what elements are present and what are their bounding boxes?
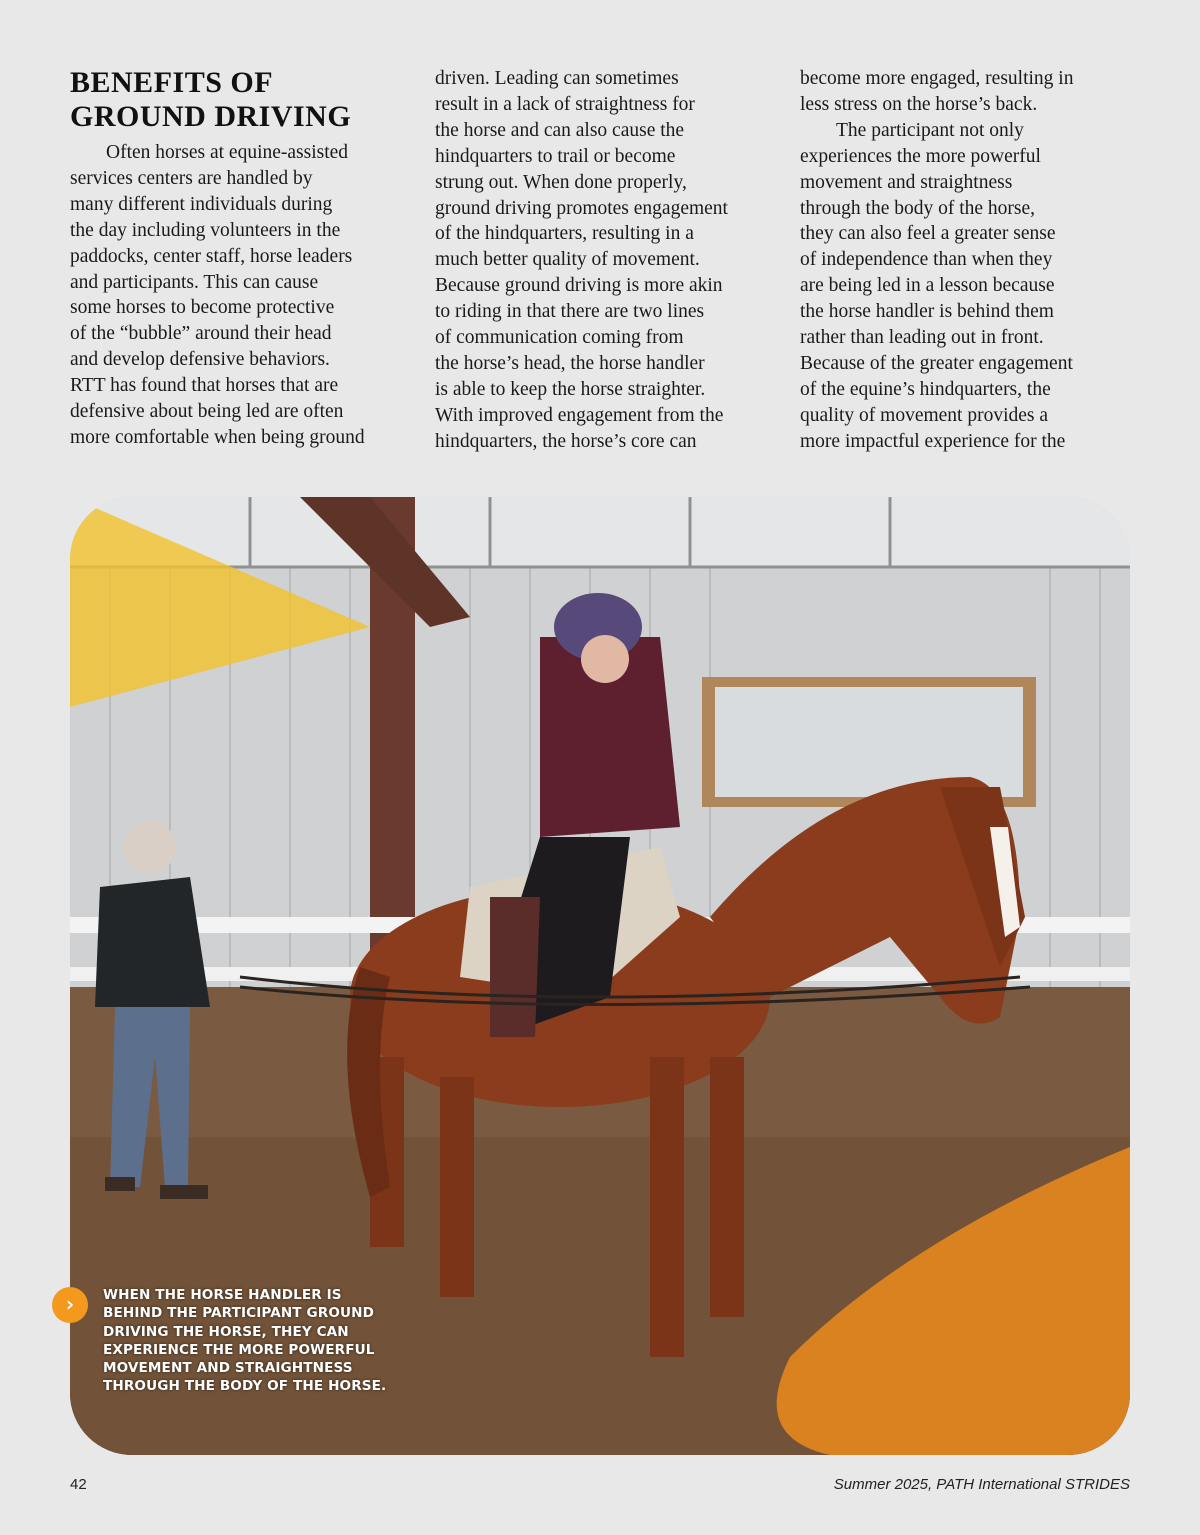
caption-line: THROUGH THE BODY OF THE HORSE. xyxy=(103,1378,387,1395)
text-line: many different individuals during xyxy=(70,193,333,215)
text-line: Often horses at equine-assisted xyxy=(106,142,349,163)
text-line: through the body of the horse, xyxy=(800,197,1036,219)
headline-line: BENEFITS OF xyxy=(70,66,274,99)
text-line: of the “bubble” around their head xyxy=(70,323,332,345)
text-line: of the hindquarters, resulting in a xyxy=(435,223,694,245)
text-line: driven. Leading can sometimes xyxy=(435,68,679,89)
text-line: more impactful experience for the xyxy=(800,430,1066,452)
photo-caption xyxy=(103,1286,433,1396)
paragraph-continued xyxy=(435,66,780,455)
text-line: hindquarters to trail or become xyxy=(435,145,676,167)
text-line: Because of the greater engagement xyxy=(800,352,1073,374)
text-line: of independence than when they xyxy=(800,249,1053,271)
paragraph-continued xyxy=(800,66,1145,118)
text-line: some horses to become protective xyxy=(70,297,335,319)
text-line: of communication coming from xyxy=(435,327,684,349)
upper-windows xyxy=(70,497,1130,567)
text-line: movement and straightness xyxy=(800,171,1013,193)
text-line: Because ground driving is more akin xyxy=(435,275,723,297)
article-headline xyxy=(70,66,415,134)
text-line: services centers are handled by xyxy=(70,167,313,189)
paragraph-participant xyxy=(800,118,1145,455)
text-line: RTT has found that horses that are xyxy=(70,375,339,397)
chevron-right-icon: › xyxy=(52,1287,88,1323)
article-column-3 xyxy=(800,66,1145,455)
caption-line: DRIVING THE HORSE, THEY CAN xyxy=(103,1323,349,1340)
text-line: paddocks, center staff, horse leaders xyxy=(70,245,353,267)
paragraph-intro xyxy=(70,140,415,451)
headline-line: GROUND DRIVING xyxy=(70,100,352,133)
text-line: The participant not only xyxy=(836,119,1024,141)
text-line: the day including volunteers in the xyxy=(70,219,341,241)
article-column-2 xyxy=(435,66,780,455)
caption-line: MOVEMENT AND STRAIGHTNESS xyxy=(103,1360,353,1377)
text-line: are being led in a lesson because xyxy=(800,275,1055,297)
text-line: is able to keep the horse straighter. xyxy=(435,378,706,400)
text-line: and develop defensive behaviors. xyxy=(70,349,330,371)
text-line: the horse handler is behind them xyxy=(800,301,1054,323)
caption-line: EXPERIENCE THE MORE POWERFUL xyxy=(103,1341,375,1358)
text-line: rather than leading out in front. xyxy=(800,327,1044,349)
page-number: 42 xyxy=(70,1476,87,1493)
publication-footer: Summer 2025, PATH International STRIDES xyxy=(833,1476,1130,1493)
text-line: quality of movement provides a xyxy=(800,404,1049,426)
article-column-1 xyxy=(70,66,415,451)
text-line: experiences the more powerful xyxy=(800,145,1041,167)
text-line: more comfortable when being ground xyxy=(70,426,365,448)
caption-line: WHEN THE HORSE HANDLER IS xyxy=(103,1287,342,1303)
text-line: ground driving promotes engagement xyxy=(435,197,728,219)
text-line: With improved engagement from the xyxy=(435,404,724,426)
text-line: much better quality of movement. xyxy=(435,249,700,271)
caption-line: BEHIND THE PARTICIPANT GROUND xyxy=(103,1305,374,1322)
text-line: and participants. This can cause xyxy=(70,271,319,293)
text-line: the horse and can also cause the xyxy=(435,119,685,141)
text-line: the horse’s head, the horse handler xyxy=(435,352,705,374)
text-line: result in a lack of straightness for xyxy=(435,93,695,115)
text-line: less stress on the horse’s back. xyxy=(800,93,1038,115)
text-line: they can also feel a greater sense xyxy=(800,223,1056,245)
text-line: become more engaged, resulting in xyxy=(800,68,1074,89)
text-line: strung out. When done properly, xyxy=(435,171,687,193)
text-line: defensive about being led are often xyxy=(70,401,344,423)
text-line: hindquarters, the horse’s core can xyxy=(435,430,697,452)
text-line: to riding in that there are two lines xyxy=(435,301,705,323)
text-line: of the equine’s hindquarters, the xyxy=(800,378,1051,400)
